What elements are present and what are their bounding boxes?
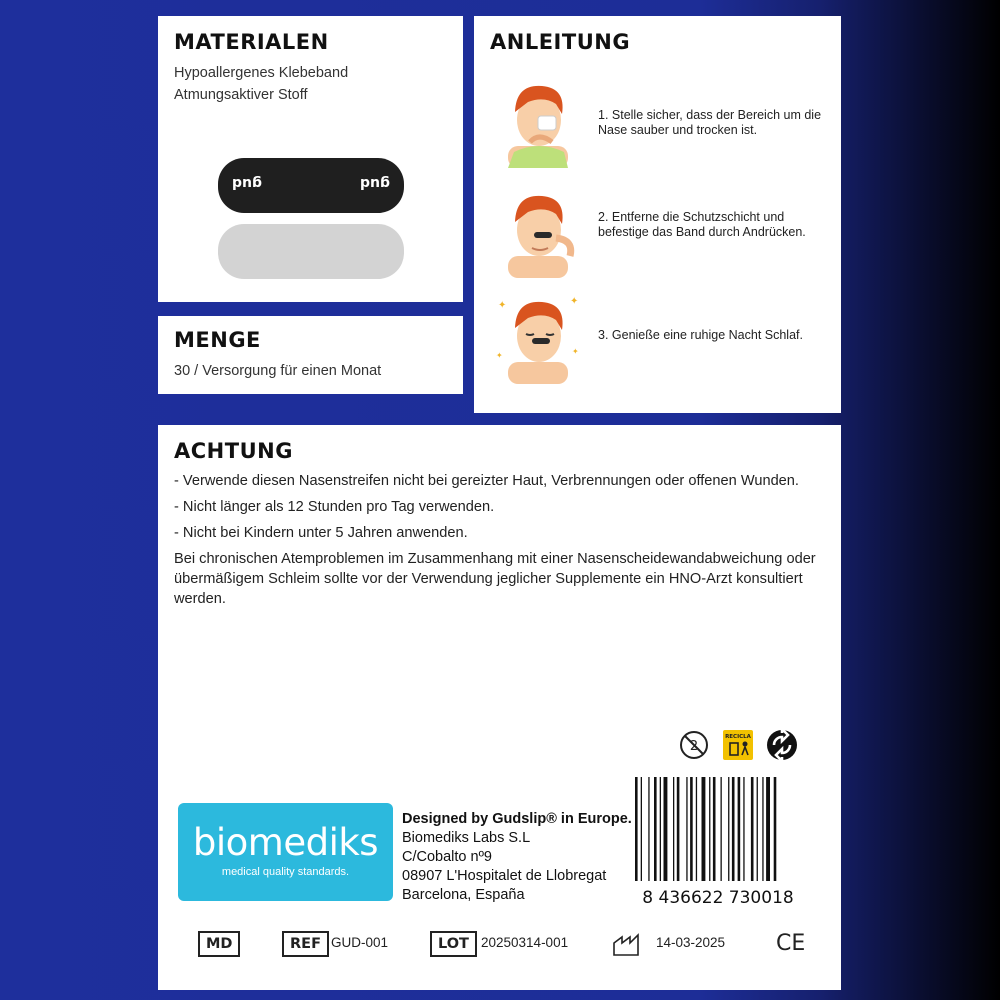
svg-text:2: 2 [689,739,699,754]
svg-text:✦: ✦ [498,300,507,311]
instruction-step-3 [494,288,834,384]
face-cleaning-icon [494,72,584,168]
recycle-bin-icon [722,729,754,761]
address-line-2: C/Cobalto nº9 [402,849,492,865]
instructions-panel [474,16,841,413]
nose-strip-front-image [218,158,404,213]
ce-mark: CE [776,931,806,956]
instruction-step-3-text: 3. Genieße eine ruhige Nacht Schlaf. [598,328,803,342]
warning-title: ACHTUNG [174,439,293,463]
materials-panel [158,16,463,302]
face-applying-strip-icon [494,182,584,278]
quantity-title: MENGE [174,328,261,352]
svg-text:✦: ✦ [572,347,579,356]
warning-paragraph-3: - Nicht bei Kindern unter 5 Jahren anwenden. [174,525,468,541]
quantity-panel [158,316,463,394]
instruction-step-1-text: 1. Stelle sicher, dass der Bereich um die Nase sauber und trocken ist. [598,108,822,137]
strip-brand-left: gud [232,175,263,191]
green-dot-icon [766,729,798,761]
warning-paragraph-1: - Verwende diesen Nasenstreifen nicht bei gereizter Haut, Verbrennungen oder offenen Wunden. [174,473,799,489]
designed-by: Designed by Gudslip® in Europe. [402,811,632,827]
lot-value: 20250314-001 [481,935,569,950]
regulatory-labels [198,931,808,961]
barcode-bars [635,777,776,881]
instruction-step-2-text: 2. Entferne die Schutzschicht und befestige das Band durch Andrücken. [598,210,806,239]
disposal-symbols [678,729,798,761]
manufacture-date-icon [612,931,642,957]
warning-panel [158,425,841,990]
face-sleeping-icon [494,288,584,384]
svg-text:✦: ✦ [496,351,503,360]
barcode-number: 8 436622 730018 [642,888,794,907]
logo-tagline: medical quality standards. [221,866,350,878]
material-line-2: Atmungsaktiver Stoff [174,87,308,103]
svg-text:✦: ✦ [570,296,579,307]
address-line-4: Barcelona, España [402,887,525,903]
biomediks-logo [178,803,393,901]
warning-paragraph-4: Bei chronischen Atemproblemen im Zusammenhang mit einer Nasenscheidewandabweichung oder übermäßigem Schleim sollte vor der Verwendung jeglicher Supplemente ein HNO-Arzt konsultiert werden. [174,551,816,607]
instructions-title: ANLEITUNG [490,30,631,54]
materials-title: MATERIALEN [174,30,329,54]
logo-name: biomediks [192,821,379,864]
do-not-reuse-icon [678,729,710,761]
recycle-label: RECICLA [725,734,751,740]
address-line-3: 08907 L'Hospitalet de Llobregat [402,868,607,884]
manufacturer-address [402,810,632,905]
warning-paragraph-2: - Nicht länger als 12 Stunden pro Tag verwenden. [174,499,495,515]
manufacture-date: 14-03-2025 [656,935,726,950]
strip-brand-right: gud [359,175,390,191]
lot-label: LOT [430,931,477,957]
quantity-text: 30 / Versorgung für einen Monat [174,363,382,379]
md-label: MD [198,931,240,957]
instruction-step-2 [494,182,834,278]
instruction-step-1 [494,72,834,168]
address-line-1: Biomediks Labs S.L [402,830,531,846]
material-line-1: Hypoallergenes Klebeband [174,65,349,81]
ref-value: GUD-001 [331,935,389,950]
nose-strip-back-image [218,224,404,279]
barcode [633,777,803,907]
ref-label: REF [282,931,329,957]
